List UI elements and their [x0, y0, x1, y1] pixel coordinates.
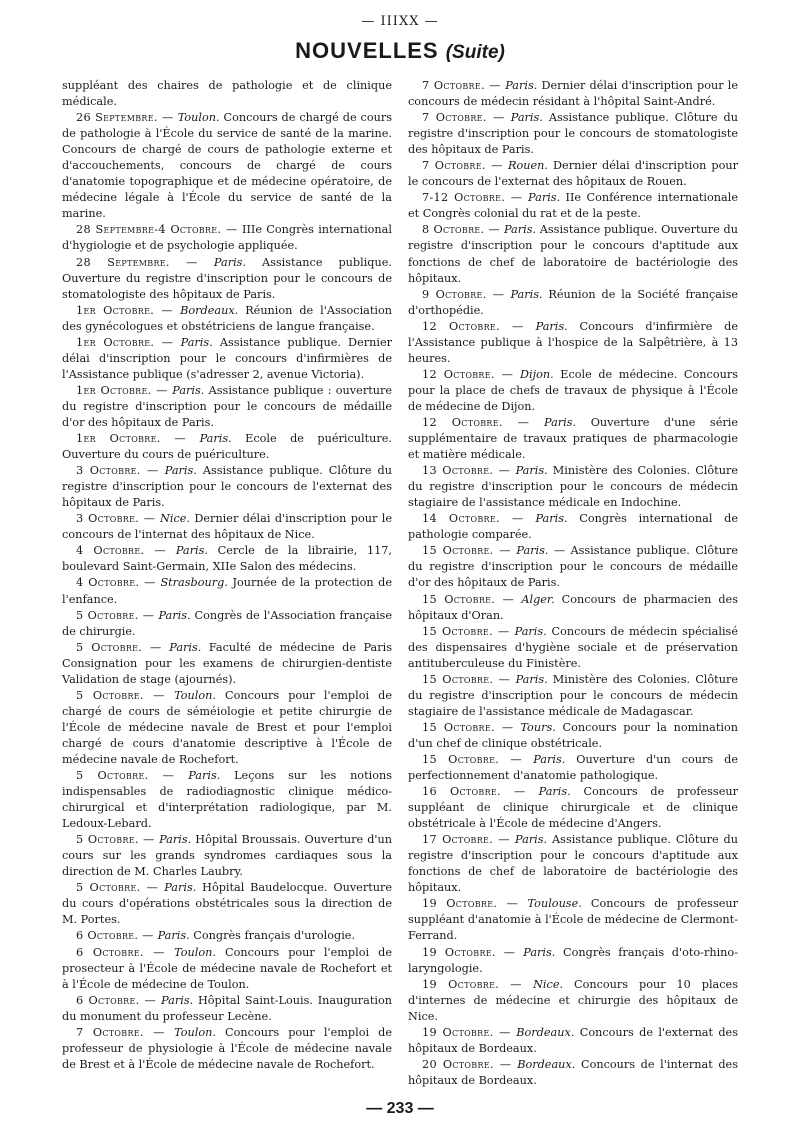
entry-text: IIIe Congrès international d'hygiologie et de psychologie appliquée. [62, 223, 392, 253]
entry-city: Paris. [172, 383, 205, 397]
entry-text: Concours d'infirmière de l'Assistance publique à l'hospice de la Salpêtrière, à 13 heures. [408, 319, 738, 365]
entry-text: Congrès de l'Association française de chirurgie. [62, 608, 392, 638]
entry-city: Paris. [180, 335, 213, 349]
roman-page-number: — IIIXX — [361, 14, 439, 29]
entry-date: 1er Octobre. — [76, 383, 173, 397]
entry-text: Assistance publique. Clôture du registre d'inscription pour le concours d'aptitude aux fonctions de chef de laboratoire de bactériologie des hôpitaux. [408, 833, 738, 895]
news-entry [62, 993, 392, 1025]
title-suite: (Suite) [445, 42, 505, 63]
entry-city: Paris. [510, 287, 543, 301]
entry-city: Nice. [533, 977, 564, 991]
entry-date: 3 Octobre. — [76, 464, 165, 478]
entry-date: 5 Octobre. — [76, 769, 189, 783]
entry-date: 6 Octobre. — [76, 929, 158, 943]
entry-city: Paris. [164, 881, 197, 895]
news-entry [408, 832, 738, 896]
entry-city: Paris. [516, 544, 549, 558]
entry-text: Ecole de médecine. Concours pour la place de chefs de travaux de physique à l'École de médecine de Dijon. [408, 367, 738, 413]
entry-city: Paris. [515, 464, 548, 478]
news-entry [408, 896, 738, 944]
entry-text: Concours de chargé de cours de pathologie à l'École du service de santé de la marine. Concours de chargé de cours de pathologie externe et d'accouchements, concours de chargé de cours d'anatomie topographique et de médecine opératoire, de médecine légale à l'École du service de santé de la marine. [62, 111, 393, 221]
news-entry [408, 977, 738, 1025]
entry-text: Assistance publique. Clôture du registre d'inscription pour le concours de stomatologiste des hôpitaux de Paris. [408, 111, 738, 157]
entry-date: 1er Octobre. — [76, 303, 181, 317]
entry-date: 12 Octobre. — [422, 415, 545, 429]
news-entry [62, 880, 392, 928]
entry-city: Paris. [157, 929, 190, 943]
entry-city: Paris. [528, 191, 561, 205]
entry-city: Toulon. [174, 688, 216, 702]
entry-text: — Assistance publique. Clôture du registre d'inscription pour le concours de médaille d'or des hôpitaux de Paris. [408, 544, 738, 590]
news-entry [408, 367, 738, 415]
page-title [0, 38, 800, 64]
entry-date: 28 Septembre. — [76, 255, 214, 269]
entry-city: Paris. [510, 111, 543, 125]
entry-text: Concours de professeur suppléant d'anatomie à l'École de médecine de Clermont-Ferrand. [408, 897, 738, 943]
entry-text: Ouverture d'un cours de perfectionnement d'anatomie pathologique. [408, 752, 738, 783]
entry-text: Ministère des Colonies. Clôture du registre d'inscription pour le concours de médecin stagiaire de l'assistance médicale de Madagascar. [408, 672, 738, 718]
entry-text: IIe Conférence internationale et Congrès colonial du rat et de la peste. [408, 191, 738, 221]
entry-city: Bordeaux. [516, 1025, 575, 1039]
news-entry [408, 752, 738, 784]
entry-date: 5 Octobre. — [76, 688, 175, 702]
entry-city: Paris. [533, 752, 566, 766]
entry-date: 6 Octobre. — [76, 993, 162, 1007]
news-entry [62, 945, 392, 993]
entry-text: Cercle de la librairie, 117, boulevard Saint-Germain, XIIe Salon des médecins. [62, 544, 392, 574]
news-entry [62, 335, 392, 383]
news-entry [408, 287, 738, 319]
news-entry [408, 319, 738, 367]
news-entry [62, 463, 392, 511]
entry-text: Concours de l'externat des hôpitaux de Bordeaux. [408, 1025, 738, 1055]
news-entry [408, 543, 738, 591]
news-entry [408, 110, 738, 158]
entry-text: Ouverture d'une série supplémentaire de travaux pratiques de pharmacologie et matière médicale. [408, 415, 738, 462]
entry-text: Leçons sur les notions indispensables de radiodiagnostic clinique médico-chirurgical et d'interprétation radiologique, par M. Ledoux-Lebard. [62, 769, 392, 831]
news-entry [408, 624, 738, 672]
entry-text: Concours de pharmacien des hôpitaux d'Oran. [408, 592, 738, 622]
entry-date: 5 Octobre. — [76, 640, 170, 654]
entry-date: 9 Octobre. — [422, 287, 511, 301]
entry-city: Paris. [503, 223, 537, 237]
news-entry [408, 592, 738, 624]
entry-date: 15 Octobre. — [422, 672, 516, 686]
entry-date: 26 Septembre. — [76, 111, 178, 125]
entry-city: Paris. [188, 769, 221, 783]
entry-city: Paris. [515, 672, 548, 686]
entry-date: 5 Octobre. — [76, 881, 165, 895]
entry-date: 7 Octobre. — [76, 1025, 175, 1039]
news-entry [408, 463, 738, 511]
entry-city: Paris. [161, 993, 194, 1007]
entry-date: 4 Octobre. — [76, 576, 161, 590]
entry-date: 15 Octobre. — [422, 752, 534, 766]
news-entry [408, 158, 738, 190]
entry-text: Concours pour l'emploi de professeur de physiologie à l'École de médecine navale de Brest et à l'École de médecine navale de Rochefort. [62, 1025, 393, 1071]
news-entry [408, 190, 738, 222]
right-column [408, 78, 738, 1089]
entry-city: Paris. [169, 640, 202, 654]
news-entry [62, 431, 392, 463]
entry-city: Toulon. [174, 1025, 216, 1039]
news-entry [62, 688, 392, 768]
entry-date: 19 Octobre. — [422, 977, 534, 991]
news-entry [62, 768, 392, 832]
entry-text: Concours de l'internat des hôpitaux de Bordeaux. [408, 1057, 738, 1087]
entry-text: Hôpital Saint-Louis. Inauguration du monument du professeur Lecène. [62, 993, 392, 1023]
entry-date: 7 Octobre. — [422, 159, 509, 173]
entry-date: 16 Octobre. — [422, 785, 539, 799]
entry-city: Bordeaux. [180, 303, 239, 317]
entry-city: Paris. [535, 319, 568, 333]
entry-date: 17 Octobre. — [422, 833, 516, 847]
entry-text: Concours pour l'emploi de prosecteur à l'École de médecine navale de Rochefort et à l'École de médecine de Toulon. [62, 945, 393, 991]
entry-date: 20 Octobre. — [422, 1057, 518, 1071]
news-entry [408, 222, 738, 286]
news-entry [62, 511, 392, 543]
entry-text: Hôpital Baudelocque. Ouverture du cours d'opérations obstétricales sous la direction de M. Portes. [62, 881, 393, 927]
entry-date: 5 Octobre. — [76, 833, 160, 847]
entry-city: Paris. [514, 624, 547, 638]
entry-city: Dijon. [520, 367, 554, 381]
news-entry [408, 945, 738, 977]
entry-text: suppléant des chaires de pathologie et de clinique médicale. [62, 79, 392, 109]
news-entry [408, 720, 738, 752]
entry-city: Paris. [523, 945, 556, 959]
entry-date: 7-12 Octobre. — [422, 191, 529, 205]
news-entry [408, 1057, 738, 1089]
entry-city: Paris. [213, 255, 247, 269]
entry-city: Paris. [544, 415, 577, 429]
news-entry [62, 543, 392, 575]
entry-city: Paris. [159, 833, 192, 847]
entry-date: 14 Octobre. — [422, 512, 536, 526]
entry-text: Dernier délai d'inscription pour le concours de l'internat des hôpitaux de Nice. [62, 512, 392, 542]
entry-date: 6 Octobre. — [76, 945, 175, 959]
entry-text: Assistance publique. Clôture du registre d'inscription pour le concours de l'externat des hôpitaux de Paris. [62, 464, 392, 510]
news-entry [62, 255, 392, 303]
news-entry [62, 303, 392, 335]
entry-city: Paris. [535, 512, 568, 526]
entry-text: Ecole de puériculture. Ouverture du cours de puériculture. [62, 432, 392, 462]
entry-date: 15 Octobre. — [422, 624, 515, 638]
entry-city: Paris. [164, 464, 197, 478]
news-entry [62, 640, 392, 688]
entry-date: 19 Octobre. — [422, 1025, 517, 1039]
news-entry [62, 1025, 392, 1073]
news-entry [62, 928, 392, 944]
entry-city: Toulouse. [527, 897, 582, 911]
entry-text: Faculté de médecine de Paris Consignation pour les examens de chirurgien-dentiste Validation de stage (ajournés). [62, 640, 392, 686]
entry-date: 19 Octobre. — [422, 945, 524, 959]
news-entry [62, 222, 392, 254]
entry-text: Congrès français d'urologie. [189, 929, 356, 943]
entry-city: Bordeaux. [517, 1057, 576, 1071]
news-entry [408, 511, 738, 543]
entry-text: Assistance publique. Ouverture du registre d'inscription pour le concours d'aptitude aux fonctions de chef de laboratoire de bactériologie des hôpitaux. [408, 223, 738, 285]
entry-date: 7 Octobre. — [422, 79, 506, 92]
entry-text: Dernier délai d'inscription pour le concours de médecin résidant à l'hôpital Saint-André. [408, 79, 738, 109]
entry-date: 7 Octobre. — [422, 111, 511, 125]
entry-date: 1er Octobre. — [76, 335, 181, 349]
entry-text: Assistance publique : ouverture du registre d'inscription pour le concours de médaille d'or des hôpitaux de Paris. [62, 383, 392, 429]
news-entry [62, 110, 392, 222]
entry-text: Congrès français d'oto-rhino-laryngologie. [408, 945, 738, 975]
entry-date: 5 Octobre. — [76, 608, 159, 622]
entry-city: Rouen. [508, 159, 548, 173]
entry-city: Nice. [160, 512, 190, 526]
entry-date: 8 Octobre. — [422, 223, 504, 237]
entry-date: 3 Octobre. — [76, 512, 161, 526]
entry-city: Alger. [521, 592, 555, 606]
entry-text: Concours pour la nomination d'un chef de clinique obstétricale. [408, 720, 738, 750]
news-entry [62, 383, 392, 431]
entry-text: Concours pour l'emploi de chargé de cours de séméiologie et petite chirurgie de l'École de médecine navale de Brest et pour l'emploi chargé de cours d'anatomie descriptive à l'École de médecine navale de Rochefort. [62, 688, 393, 766]
entry-date: 12 Octobre. — [422, 319, 536, 333]
entry-city: Strasbourg. [160, 576, 228, 590]
title-text: NOUVELLES [295, 38, 439, 63]
left-column [62, 78, 392, 1073]
entry-city: Tours. [520, 720, 556, 734]
entry-text: Ministère des Colonies. Clôture du registre d'inscription pour le concours de médecin stagiaire de l'assistance médicale en Indochine. [408, 464, 738, 510]
entry-city: Toulon. [174, 945, 216, 959]
entry-text: Assistance publique. Dernier délai d'inscription pour le concours d'infirmières de l'Assistance publique (s'adresser 2, avenue Victoria). [62, 335, 392, 381]
entry-text: Congrès international de pathologie comparée. [408, 512, 738, 542]
entry-date: 4 Octobre. — [76, 544, 176, 558]
news-entry [62, 78, 392, 110]
entry-date: 19 Octobre. — [422, 897, 528, 911]
news-entry [62, 832, 392, 880]
entry-city: Paris. [175, 544, 208, 558]
entry-text: Concours de professeur suppléant de clinique chirurgicale et de clinique obstétricale à l'École de médecine d'Angers. [408, 785, 738, 831]
news-entry [408, 1025, 738, 1057]
news-entry [62, 575, 392, 607]
entry-text: Journée de la protection de l'enfance. [62, 576, 393, 606]
entry-date: 13 Octobre. — [422, 464, 516, 478]
page-number: — 233 — [366, 1100, 434, 1117]
entry-city: Paris. [505, 79, 538, 92]
entry-text: Réunion de l'Association des gynécologues et obstétriciens de langue française. [62, 303, 393, 333]
entry-city: Paris. [158, 608, 191, 622]
entry-date: 15 Octobre. — [422, 592, 522, 606]
entry-text: Concours pour 10 places d'internes de médecine et chirurgie des hôpitaux de Nice. [408, 977, 738, 1023]
news-entry [408, 672, 738, 720]
entry-city: Toulon. [177, 111, 220, 125]
entry-text: Réunion de la Société française d'orthopédie. [408, 287, 739, 317]
entry-city: Paris. [199, 432, 232, 446]
entry-text: Assistance publique. Ouverture du registre d'inscription pour le concours de stomatologiste des hôpitaux de Paris. [62, 255, 392, 301]
entry-date: 15 Octobre. — [422, 720, 521, 734]
entry-city: Paris. [538, 785, 571, 799]
news-entry [408, 784, 738, 832]
entry-city: Paris. [515, 833, 548, 847]
entry-text: Hôpital Broussais. Ouverture d'un cours sur les grands syndromes cardiaques sous la direction de M. Charles Laubry. [62, 833, 393, 879]
news-entry [62, 608, 392, 640]
news-entry [408, 78, 738, 110]
entry-text: Concours de médecin spécialisé des dispensaires d'hygiène sociale et de préservation antituberculeuse du Finistère. [408, 624, 738, 670]
entry-date: 12 Octobre. — [422, 367, 520, 381]
news-entry [408, 415, 738, 463]
entry-text: Dernier délai d'inscription pour le concours de l'externat des hôpitaux de Rouen. [408, 159, 738, 189]
entry-date: 28 Septembre-4 Octobre. — [76, 223, 243, 237]
entry-date: 1er Octobre. — [76, 432, 200, 446]
entry-date: 15 Octobre. — [422, 544, 517, 558]
